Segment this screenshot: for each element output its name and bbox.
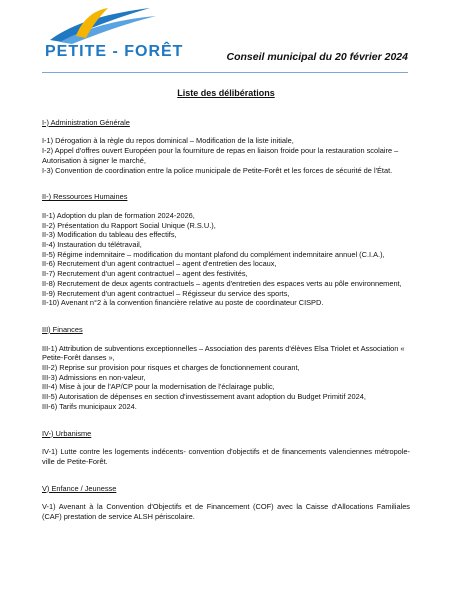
list-item: III-4) Mise à jour de l'AP/CP pour la modernisation de l'éclairage public, xyxy=(42,382,275,392)
list-item: II-4) Instauration du télétravail, xyxy=(42,240,142,250)
list-item: I-2) Appel d'offres ouvert Européen pour la fourniture de repas en liaison froide pour la restauration scolaire – Autorisation à signer le marché, xyxy=(42,146,399,165)
list-item: III-5) Autorisation de dépenses en section d'investissement avant adoption du Budget Primitif 2024, xyxy=(42,392,366,402)
section-ressources-humaines xyxy=(42,192,410,308)
list-item: V-1) Avenant à la Convention d'Objectifs et de Financement (COF) avec la Caisse d'Allocations Familiales (CAF) prestation de service ALSH périscolaire. xyxy=(42,502,410,522)
list-item: II-8) Recrutement de deux agents contractuels – agents d'entretien des espaces verts au pôle environnement, xyxy=(42,278,402,288)
list-item: II-10) Avenant n°2 à la convention financière relative au poste de coordinateur CISPD. xyxy=(42,298,324,308)
list-item: IV-1) Lutte contre les logements indécents- convention d'objectifs et de financements valenciennes métropole-ville de Petite-Forêt. xyxy=(42,447,410,466)
list-item: III-1) Attribution de subventions exceptionnelles – Association des parents d'élèves Elsa Triolet et Association « Petite-Forêt danses », xyxy=(42,343,405,363)
list-item: III-6) Tarifs municipaux 2024. xyxy=(42,401,137,411)
logo-text: PETITE - FORÊT xyxy=(45,43,184,60)
list-item: II-9) Recrutement d'un agent contractuel – Régisseur du service des sports, xyxy=(42,288,290,298)
section-administration xyxy=(42,118,410,176)
section-finances xyxy=(42,325,410,412)
list-item: II-3) Modification du tableau des effectifs, xyxy=(42,230,177,240)
section-title: III) Finances xyxy=(42,324,83,334)
section-title: I-) Administration Générale xyxy=(42,117,130,127)
section-enfance-jeunesse xyxy=(42,484,410,522)
section-title: II-) Ressources Humaines xyxy=(42,192,128,202)
list-item: I-3) Convention de coordination entre la police municipale de Petite-Forêt et les forces de sécurité de l'État. xyxy=(42,165,393,175)
petite-foret-logo xyxy=(42,6,184,64)
section-title: V) Enfance / Jeunesse xyxy=(42,483,117,493)
list-item: III-2) Reprise sur provision pour risques et charges de fonctionnement courant, xyxy=(42,363,300,373)
document-title: Liste des délibérations xyxy=(177,88,275,98)
logo-swoosh-icon xyxy=(42,6,172,46)
list-item: III-3) Admissions en non-valeur, xyxy=(42,372,146,382)
meeting-title: Conseil municipal du 20 février 2024 xyxy=(226,51,408,63)
section-title: IV-) Urbanisme xyxy=(42,428,92,438)
list-item: II-5) Régime indemnitaire – modification du montant plafond du complément indemnitaire annuel (C.I.A.), xyxy=(42,249,385,259)
list-item: I-1) Dérogation à la règle du repos dominical – Modification de la liste initiale, xyxy=(42,136,294,146)
list-item: II-1) Adoption du plan de formation 2024-2026, xyxy=(42,210,195,220)
header-divider xyxy=(42,72,408,73)
section-urbanisme xyxy=(42,429,410,467)
list-item: II-2) Présentation du Rapport Social Unique (R.S.U.), xyxy=(42,220,216,230)
list-item: II-7) Recrutement d'un agent contractuel – agent des festivités, xyxy=(42,269,248,279)
deliberations-list xyxy=(42,89,410,539)
list-item: II-6) Recrutement d'un agent contractuel – agent d'entretien des locaux, xyxy=(42,259,277,269)
